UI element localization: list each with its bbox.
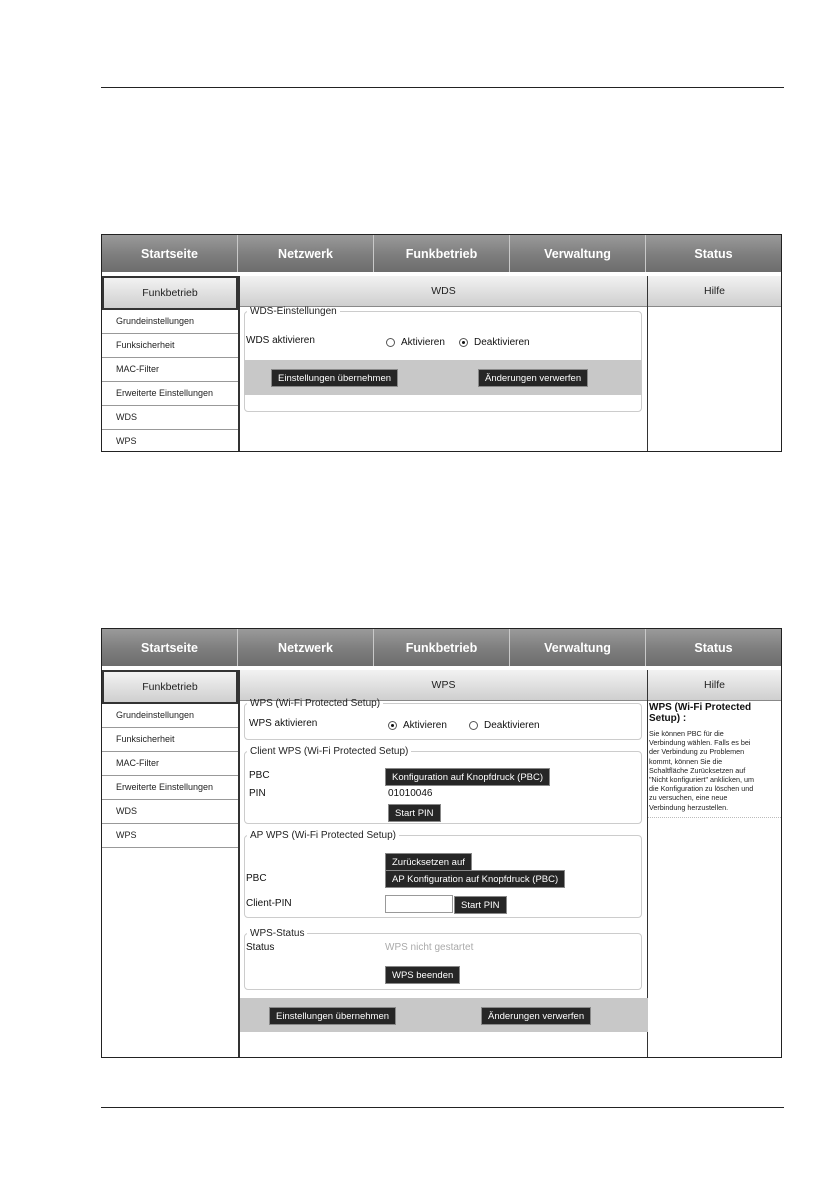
nav-tab-startseite[interactable]: Startseite — [102, 629, 238, 666]
radio-label: Aktivieren — [401, 337, 445, 348]
sidebar-item-wps[interactable]: WPS — [102, 430, 238, 452]
radio-label: Aktivieren — [403, 720, 447, 731]
help-line: die Konfiguration zu löschen und — [649, 784, 754, 794]
sidebar-item-wps[interactable]: WPS — [102, 824, 238, 848]
help-text — [649, 729, 781, 812]
main-panel — [240, 670, 648, 1057]
wps-screenshot — [101, 628, 782, 1058]
pin-label: PIN — [249, 788, 266, 799]
sidebar-header: Funkbetrieb — [102, 670, 238, 704]
nav-tab-verwaltung[interactable]: Verwaltung — [510, 629, 646, 666]
wps-enable-label: WPS aktivieren — [249, 718, 318, 729]
nav-tab-status[interactable]: Status — [694, 640, 733, 655]
sidebar-item-grundeinstellungen[interactable]: Grundeinstellungen — [102, 310, 238, 334]
help-line: zu versuchen, eine neue — [649, 793, 728, 803]
sidebar — [102, 276, 240, 451]
sidebar-item-grundeinstellungen[interactable]: Grundeinstellungen — [102, 704, 238, 728]
client-pin-label: Client-PIN — [246, 898, 292, 909]
help-header: Hilfe — [648, 670, 781, 701]
top-rule — [101, 87, 784, 88]
wds-settings-legend: WDS-Einstellungen — [250, 306, 337, 317]
nav-tab-verwaltung[interactable]: Verwaltung — [510, 235, 646, 272]
discard-changes-button[interactable]: Änderungen verwerfen — [478, 369, 588, 387]
radio-icon — [469, 721, 478, 730]
status-label: Status — [246, 942, 275, 953]
panel-title: WDS — [240, 276, 647, 307]
bottom-rule — [101, 1107, 784, 1108]
radio-selected-icon — [388, 721, 397, 730]
sidebar-item-mac-filter[interactable]: MAC-Filter — [102, 358, 238, 382]
help-line: Verbindung wählen. Falls es bei — [649, 738, 751, 748]
sidebar-item-mac-filter[interactable]: MAC-Filter — [102, 752, 238, 776]
wds-screenshot — [101, 234, 782, 452]
help-title: WPS (Wi-Fi Protected Setup) : — [649, 702, 752, 724]
help-line: der Verbindung zu Problemen — [649, 747, 745, 757]
ap-wps-legend: AP WPS (Wi-Fi Protected Setup) — [250, 830, 396, 841]
stop-wps-button[interactable]: WPS beenden — [385, 966, 460, 984]
help-panel — [648, 670, 781, 1057]
help-panel — [648, 276, 781, 451]
wds-settings-group — [244, 306, 642, 412]
nav-tab-netzwerk[interactable]: Netzwerk — [238, 629, 374, 666]
nav-tab-status[interactable]: Status — [694, 246, 733, 261]
reset-button[interactable]: Zurücksetzen auf — [385, 853, 472, 871]
sidebar-header: Funkbetrieb — [102, 276, 238, 310]
help-line: "Nicht konfiguriert" anklicken, um — [649, 775, 754, 785]
top-nav — [102, 235, 781, 272]
help-line: Verbindung herzustellen. — [649, 802, 729, 812]
pin-value: 01010046 — [388, 788, 433, 799]
sidebar-item-erweiterte-einstellungen[interactable]: Erweiterte Einstellungen — [102, 382, 238, 406]
client-wps-legend: Client WPS (Wi-Fi Protected Setup) — [250, 746, 409, 757]
sidebar-item-funksicherheit[interactable]: Funksicherheit — [102, 334, 238, 358]
sidebar-item-erweiterte-einstellungen[interactable]: Erweiterte Einstellungen — [102, 776, 238, 800]
wps-radio-deactivate[interactable] — [469, 720, 540, 731]
radio-label: Deaktivieren — [484, 720, 540, 731]
ap-start-pin-button[interactable]: Start PIN — [454, 896, 507, 914]
wds-radio-activate[interactable] — [386, 337, 445, 348]
radio-selected-icon — [459, 338, 468, 347]
discard-changes-button[interactable]: Änderungen verwerfen — [481, 1007, 591, 1025]
help-line: Schaltfläche Zurücksetzen auf — [649, 765, 746, 775]
help-separator — [648, 817, 781, 818]
status-value: WPS nicht gestartet — [385, 942, 474, 953]
wps-status-legend: WPS-Status — [250, 928, 305, 939]
top-nav — [102, 629, 781, 666]
sidebar-item-wds[interactable]: WDS — [102, 406, 238, 430]
start-pin-button[interactable]: Start PIN — [388, 804, 441, 822]
nav-tab-startseite[interactable]: Startseite — [102, 235, 238, 272]
client-pin-input[interactable] — [385, 895, 453, 913]
radio-icon — [386, 338, 395, 347]
sidebar-item-funksicherheit[interactable]: Funksicherheit — [102, 728, 238, 752]
help-header: Hilfe — [648, 276, 781, 307]
wds-enable-label: WDS aktivieren — [246, 335, 315, 346]
help-line: Sie können PBC für die — [649, 729, 724, 738]
panel-title: WPS — [240, 670, 647, 701]
wps-enable-legend: WPS (Wi-Fi Protected Setup) — [250, 698, 381, 709]
wps-radio-activate[interactable] — [388, 720, 447, 731]
nav-tab-funkbetrieb[interactable]: Funkbetrieb — [374, 235, 510, 272]
nav-tab-funkbetrieb[interactable]: Funkbetrieb — [374, 629, 510, 666]
ap-pbc-label: PBC — [246, 873, 267, 884]
ap-pbc-config-button[interactable]: AP Konfiguration auf Knopfdruck (PBC) — [385, 870, 565, 888]
pbc-label: PBC — [249, 770, 270, 781]
help-line: kommt, können Sie die — [649, 756, 723, 766]
apply-settings-button[interactable]: Einstellungen übernehmen — [271, 369, 398, 387]
main-panel — [240, 276, 648, 451]
radio-label: Deaktivieren — [474, 337, 530, 348]
sidebar-item-wds[interactable]: WDS — [102, 800, 238, 824]
pbc-config-button[interactable]: Konfiguration auf Knopfdruck (PBC) — [385, 768, 550, 786]
nav-tab-netzwerk[interactable]: Netzwerk — [238, 235, 374, 272]
apply-settings-button[interactable]: Einstellungen übernehmen — [269, 1007, 396, 1025]
sidebar — [102, 670, 240, 1057]
wds-radio-deactivate[interactable] — [459, 337, 530, 348]
